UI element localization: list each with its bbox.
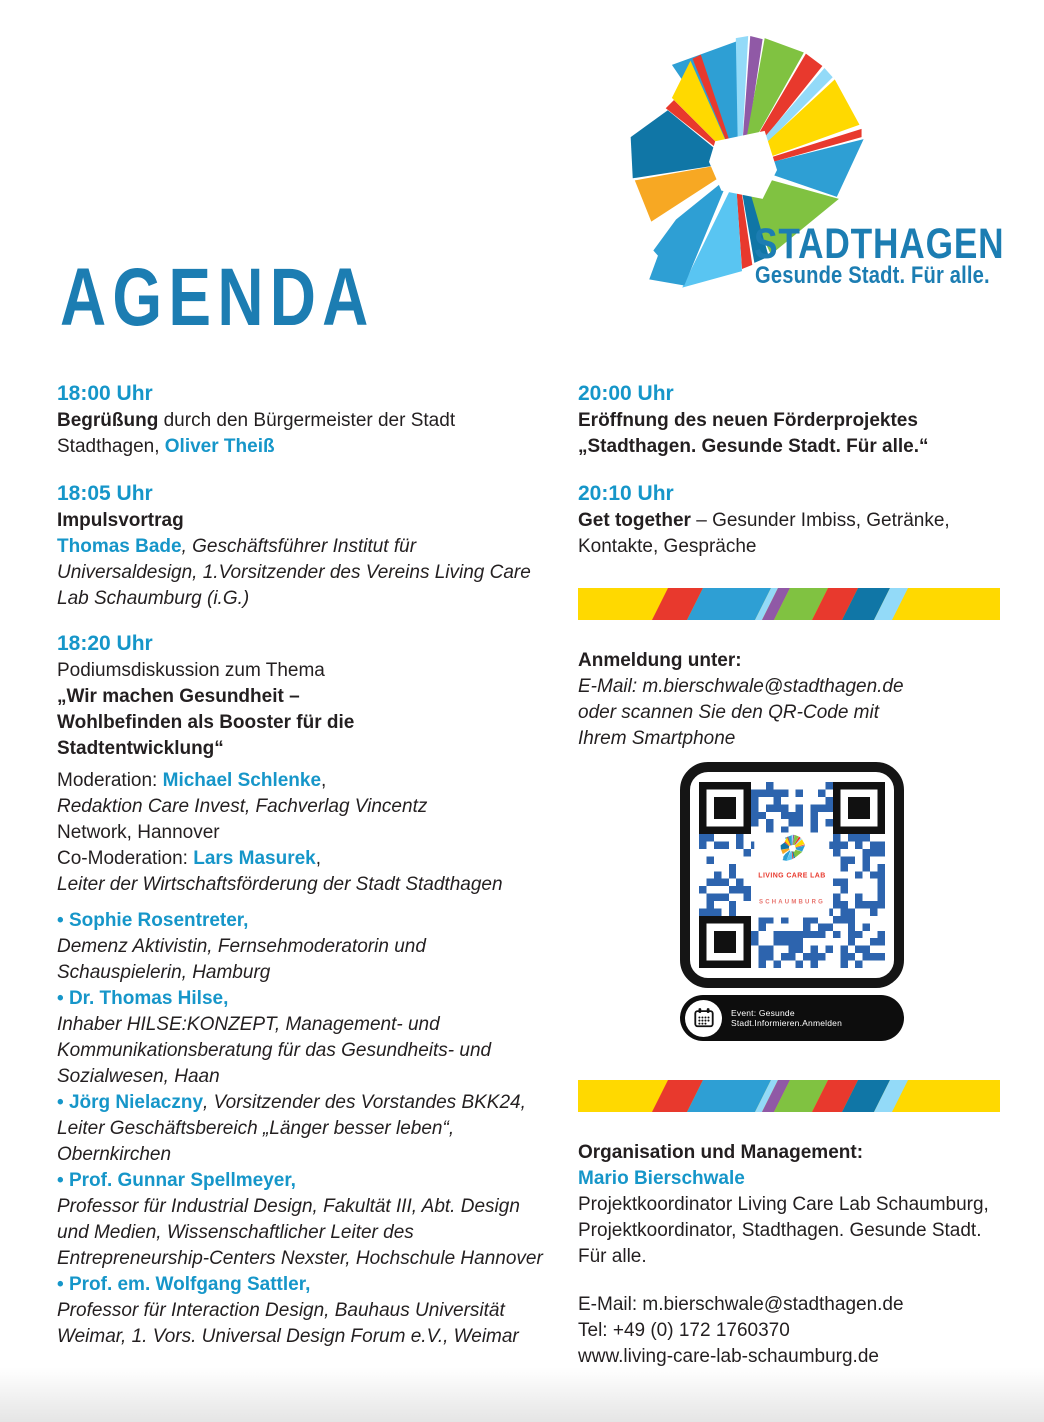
moderation-role: Network, Hannover (57, 822, 220, 843)
registration-text: oder scannen Sie den QR-Code mit (578, 702, 879, 723)
item-text: Eröffnung des neuen Förderprojektes (578, 410, 918, 431)
person-name: Mario Bierschwale (578, 1168, 745, 1189)
speaker-entry (57, 1090, 549, 1168)
color-stripes-banner (578, 1080, 1000, 1112)
qr-logo-text: LIVING CARE LAB (758, 872, 826, 880)
registration-email[interactable]: E-Mail: m.bierschwale@stadthagen.de (578, 676, 904, 697)
page-bottom-shadow (0, 1367, 1044, 1422)
person-name: Oliver Theiß (164, 436, 275, 457)
contact-website[interactable]: www.living-care-lab-schaumburg.de (578, 1346, 879, 1367)
bullet-icon: • (57, 988, 64, 1009)
speaker-role: Professor für Interaction Design, Bauhaus Universität Weimar, 1. Vors. Universal Design Forum e.V., Weimar (57, 1300, 519, 1347)
speaker-name: • Jörg Nielaczny (57, 1092, 204, 1113)
registration-heading: Anmeldung unter: (578, 650, 742, 671)
qr-center-logo (754, 833, 829, 918)
page-title: AGENDA (60, 251, 375, 343)
person-name: Michael Schlenke (162, 770, 322, 791)
time-label: 20:10 Uhr (578, 482, 674, 505)
time-label: 18:00 Uhr (57, 382, 153, 405)
co-moderation-line: Co-Moderation: Lars Masurek, (57, 848, 322, 869)
organisation-role: Projektkoordinator, Stadthagen. Gesunde Stadt. Für alle. (578, 1220, 982, 1267)
event-badge (680, 995, 904, 1041)
contact-email[interactable]: E-Mail: m.bierschwale@stadthagen.de (578, 1294, 904, 1315)
agenda-item-1820 (57, 630, 549, 762)
agenda-item-2010 (578, 480, 1008, 560)
item-text: Get together – Gesunder Imbiss, Getränke, Kontakte, Gespräche (578, 510, 950, 557)
speaker-name: • Sophie Rosentreter, (57, 910, 249, 931)
agenda-item-1805 (57, 480, 549, 612)
time-label: 18:05 Uhr (57, 482, 153, 505)
logo-tagline: Gesunde Stadt. Für alle. (755, 262, 990, 289)
organisation-block (578, 1140, 1008, 1270)
person-name: Thomas Bade (57, 536, 182, 557)
agenda-left-column (57, 380, 549, 1350)
theme-line: „Wir machen Gesundheit – (57, 686, 300, 707)
calendar-icon (685, 1000, 722, 1037)
item-title: Impulsvortrag (57, 510, 184, 531)
speakers-list (57, 908, 549, 1350)
item-text: Begrüßung durch den Bürgermeister der Stadt Stadthagen, Oliver Theiß (57, 410, 456, 457)
registration-text: Ihrem Smartphone (578, 728, 736, 749)
moderation-role: Redaktion Care Invest, Fachverlag Vincentz (57, 796, 428, 817)
event-badge-text: Event: Gesunde Stadt.Informieren.Anmelden (731, 1008, 843, 1028)
color-stripes-banner (578, 588, 1000, 620)
agenda-right-column (578, 380, 1008, 1370)
moderation-block (57, 768, 549, 898)
qr-code (680, 762, 904, 988)
organisation-role: Projektkoordinator Living Care Lab Schaumburg, (578, 1194, 989, 1215)
contact-block (578, 1292, 1008, 1370)
speaker-name: • Prof. Gunnar Spellmeyer, (57, 1170, 296, 1191)
speaker-entry (57, 1272, 549, 1350)
contact-phone: Tel: +49 (0) 172 1760370 (578, 1320, 790, 1341)
speaker-entry (57, 908, 549, 986)
time-label: 18:20 Uhr (57, 632, 153, 655)
logo-wordmark: STADTHAGEN (754, 220, 1005, 268)
speaker-entry (57, 986, 549, 1090)
moderation-line: Moderation: Michael Schlenke, (57, 770, 327, 791)
qr-logo-text: SCHAUMBURG (758, 899, 825, 906)
item-text: „Stadthagen. Gesunde Stadt. Für alle.“ (578, 436, 929, 457)
speaker-role: Professor für Industrial Design, Fakultät III, Abt. Design und Medien, Wissenschaftlicher Leiter des Entrepreneurship-Centers Nexster, Hochschule Hannover (57, 1196, 543, 1269)
item-text: Thomas Bade, Geschäftsführer Institut für Universaldesign, 1.Vorsitzender des Vereins Living Care Lab Schaumburg (i.G.) (57, 536, 531, 609)
time-label: 20:00 Uhr (578, 382, 674, 405)
speaker-role: Inhaber HILSE:KONZEPT, Management- und Kommunikationsberatung für das Gesundheits- und Sozialwesen, Haan (57, 1014, 492, 1087)
living-care-lab-logo-icon (779, 835, 805, 863)
theme-line: Stadtentwicklung“ (57, 738, 224, 759)
agenda-item-2000 (578, 380, 1008, 460)
bullet-icon: • (57, 1092, 64, 1113)
stadthagen-logo (618, 34, 1018, 304)
theme-line: Wohlbefinden als Booster für die (57, 712, 355, 733)
agenda-item-1800 (57, 380, 549, 460)
speaker-name: • Dr. Thomas Hilse, (57, 988, 229, 1009)
speaker-role: Demenz Aktivistin, Fernsehmoderatorin und Schauspielerin, Hamburg (57, 936, 426, 983)
speaker-role: , Vorsitzender des Vorstandes BKK24, Leiter Geschäftsbereich „Länger besser leben“, Obernkirchen (57, 1092, 526, 1165)
speaker-name: • Prof. em. Wolfgang Sattler, (57, 1274, 311, 1295)
organisation-heading: Organisation und Management: (578, 1142, 864, 1163)
speaker-entry (57, 1168, 549, 1272)
co-moderation-role: Leiter der Wirtschaftsförderung der Stadt Stadthagen (57, 874, 503, 895)
item-intro: Podiumsdiskussion zum Thema (57, 660, 325, 681)
registration-block (578, 648, 1008, 752)
person-name: Lars Masurek (193, 848, 316, 869)
bullet-icon: • (57, 1170, 64, 1191)
bullet-icon: • (57, 1274, 64, 1295)
bullet-icon: • (57, 910, 64, 931)
